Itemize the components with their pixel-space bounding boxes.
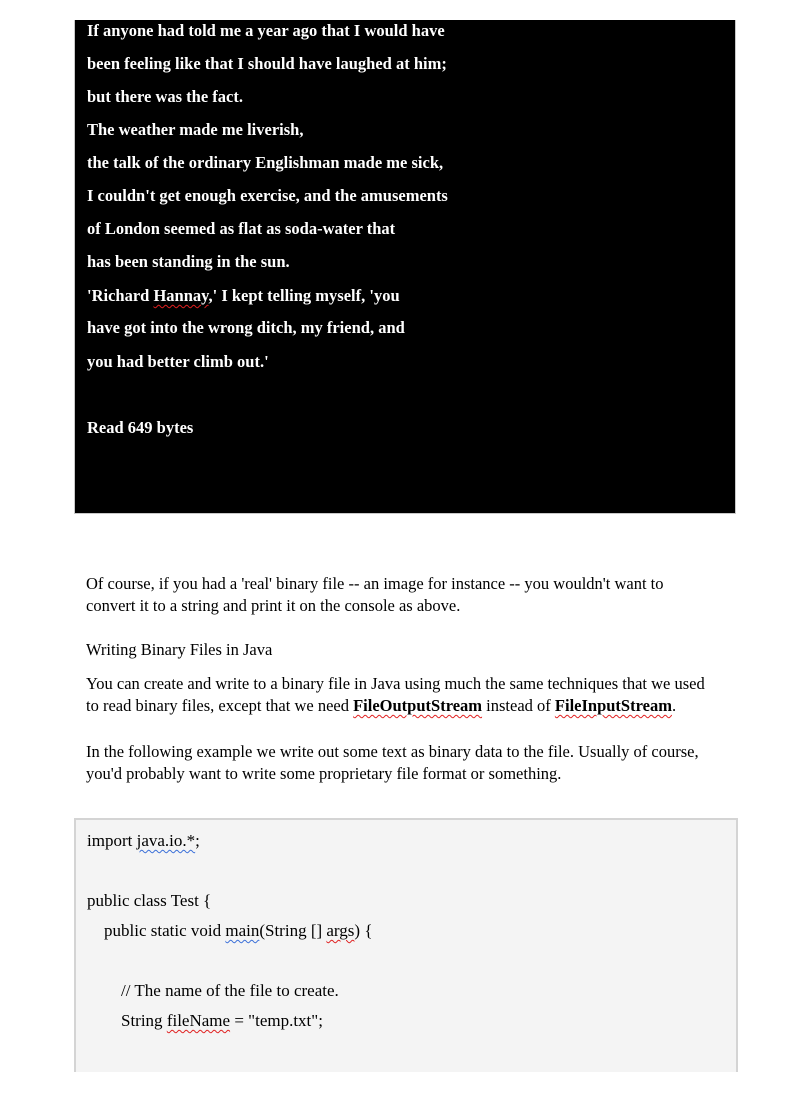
code-token: public static void xyxy=(104,921,226,940)
console-line: but there was the fact. xyxy=(87,87,243,106)
paragraph-example-intro xyxy=(86,741,736,785)
code-line: public class Test { xyxy=(87,891,212,910)
text-line: convert it to a string and print it on the console as above. xyxy=(86,596,461,615)
console-text: 'Richard xyxy=(87,286,154,305)
text-line: Of course, if you had a 'real' binary file -- an image for instance -- you wouldn't want to xyxy=(86,574,664,593)
paragraph-binary-note xyxy=(86,573,736,617)
code-token: import xyxy=(87,831,137,850)
code-token: fileName xyxy=(166,1011,231,1030)
code-token: (String [] xyxy=(259,921,327,940)
code-comment: // The name of the file to create. xyxy=(121,981,339,1000)
text-line: you'd probably want to write some proprietary file format or something. xyxy=(86,764,562,783)
text-span: instead of xyxy=(482,696,555,715)
code-token: ; xyxy=(195,831,200,850)
code-token: = "temp.txt"; xyxy=(230,1011,323,1030)
code-line xyxy=(104,921,372,941)
text-line: In the following example we write out some text as binary data to the file. Usually of course, xyxy=(86,742,699,761)
text-line: You can create and write to a binary file in Java using much the same techniques that we used xyxy=(86,674,705,693)
console-line: the talk of the ordinary Englishman made me sick, xyxy=(87,153,444,172)
console-line: have got into the wrong ditch, my friend, and xyxy=(87,318,405,337)
spellcheck-word: Hannay xyxy=(153,286,209,305)
section-heading: Writing Binary Files in Java xyxy=(86,640,273,659)
read-result: Read 649 bytes xyxy=(87,418,194,437)
text-line xyxy=(86,695,736,717)
console-line: has been standing in the sun. xyxy=(87,252,290,271)
class-name-fileinputstream: FileInputStream xyxy=(554,696,672,715)
console-line: you had better climb out.' xyxy=(87,352,269,371)
class-name-fileoutputstream: FileOutputStream xyxy=(353,696,483,715)
code-line xyxy=(121,1011,323,1031)
console-line: of London seemed as flat as soda-water that xyxy=(87,219,396,238)
code-block xyxy=(74,818,738,1072)
code-line xyxy=(87,831,200,851)
paragraph-writing-intro xyxy=(86,673,736,717)
text-span: . xyxy=(671,696,677,715)
code-token: args xyxy=(326,921,355,940)
console-line: I couldn't get enough exercise, and the amusements xyxy=(87,186,448,205)
text-span: to read binary files, except that we need xyxy=(86,696,354,715)
console-line: If anyone had told me a year ago that I would have xyxy=(87,21,445,40)
console-text: ,' I kept telling myself, 'you xyxy=(208,286,400,305)
console-line xyxy=(87,286,400,306)
code-token: ) { xyxy=(354,921,373,940)
code-token: String xyxy=(121,1011,167,1030)
code-token: java.io.* xyxy=(136,831,196,850)
console-output xyxy=(74,20,736,514)
console-line: been feeling like that I should have laughed at him; xyxy=(87,54,447,73)
code-token: main xyxy=(225,921,260,940)
console-line: The weather made me liverish, xyxy=(87,120,304,139)
